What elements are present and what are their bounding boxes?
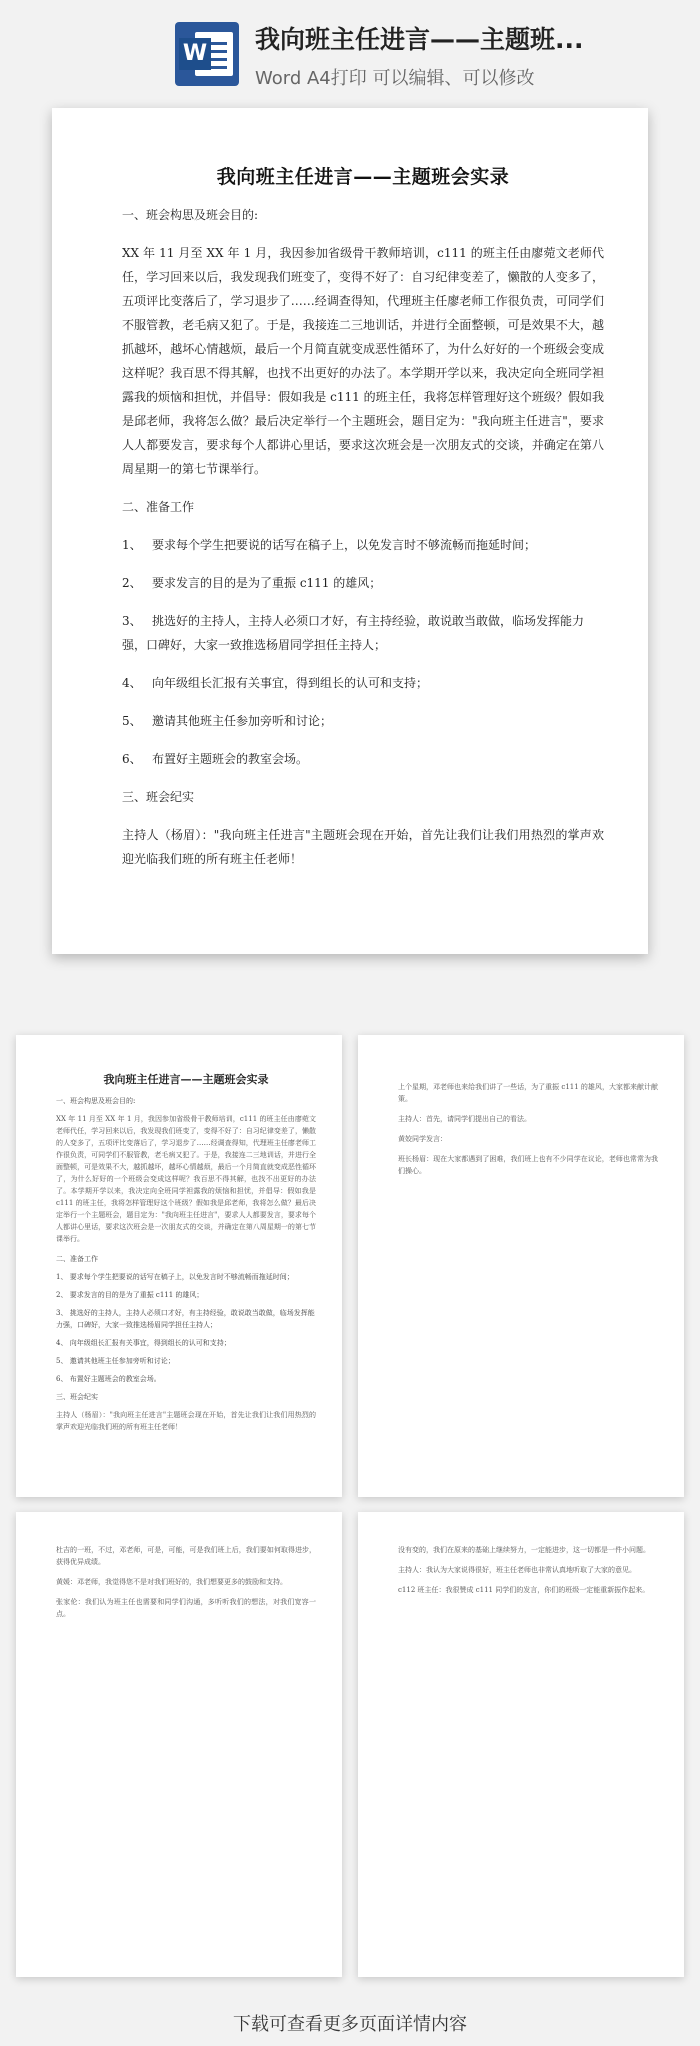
thumb-paragraph: 上个星期，邓老师也来给我们讲了一些话，为了重振 c111 的雄风，大家都来献计献策。 [398, 1083, 658, 1103]
thumb-list-item: 4、 向年级组长汇报有关事宜，得到组长的认可和支持； [56, 1339, 231, 1347]
section-3-paragraph: 主持人（杨眉）："我向班主任进言"主题班会现在开始，首先让我们让我们用热烈的掌声欢迎光临我们班的所有班主任老师！ [122, 828, 604, 866]
thumb-paragraph: 黄姣同学发言： [398, 1135, 447, 1143]
page-thumbnail-3[interactable] [16, 1512, 342, 1977]
section-1-paragraph: XX 年 11 月至 XX 年 1 月，我因参加省级骨干教师培训，c111 的班主任由廖菀文老师代任，学习回来以后，我发现我们班变了，变得不好了：自习纪律变差了，懒散的人变多了，五项评比变落后了，学习退步了……经调查得知，代理班主任廖老师工作很负责，可同学们不服管教，老毛病又犯了。于是，我接连二三地训话，并进行全面整顿，可是效果不大，越抓越坏，越坏心情越烦，最后一个月简直就变成恶性循环了，为什么好好的一个班级会变成这样呢？我百思不得其解，也找不出更好的办法了。本学期开学以来，我决定向全班同学袒露我的烦恼和担忧，并倡导：假如我是 c111 的班主任，我将怎样管理好这个班级？假如我是邱老师，我将怎么做？最后决定举行一个主题班会，题目定为："我向班主任进言"，要求人人都要发言，要求每个人都讲心里话，要求这次班会是一次朋友式的交谈，并确定在第八周星期一的第七节课举行。 [122, 246, 604, 476]
section-2-heading: 二、准备工作 [122, 500, 195, 514]
thumb-paragraph: 主持人（杨眉）："我向班主任进言"主题班会现在开始，首先让我们让我们用热烈的掌声欢迎光临我们班的所有班主任老师！ [56, 1411, 316, 1431]
page-thumbnail-1[interactable] [16, 1035, 342, 1497]
section-1-heading: 一、班会构思及班会目的: [122, 208, 259, 222]
list-item: 6、 布置好主题班会的教室会场。 [122, 752, 309, 766]
document-title: 我向班主任进言——主题班... [255, 25, 584, 54]
thumb-heading: 一、班会构思及班会目的: [56, 1097, 136, 1105]
header [0, 0, 700, 100]
thumb-paragraph: 主持人：首先，请同学们提出自己的看法。 [398, 1115, 531, 1123]
thumb-paragraph: 主持人：我认为大家说得很好，班主任老师也非常认真地听取了大家的意见。 [398, 1566, 636, 1574]
thumb-paragraph: 杜吉的一班，不过，邓老师，可是，可能，可是我们班上后，我们要如何取得进步，获得优异成绩。 [56, 1546, 316, 1566]
list-item: 4、 向年级组长汇报有关事宜，得到组长的认可和支持； [122, 676, 429, 690]
download-more-link[interactable]: 下载可查看更多页面详情内容 [233, 2014, 467, 2035]
document-subtitle: Word A4打印 可以编辑、可以修改 [255, 68, 535, 89]
thumb-paragraph: 黄媛：邓老师，我觉得您不是对我们班好的，我们想要更多的鼓励和支持。 [56, 1578, 287, 1586]
thumb-heading: 三、班会纪实 [56, 1393, 98, 1401]
main-page-preview [52, 108, 648, 954]
thumb-list-item: 5、 邀请其他班主任参加旁听和讨论； [56, 1357, 175, 1365]
word-letter: W [179, 38, 211, 70]
thumb-paragraph: 班长杨眉：现在大家都遇到了困难，我们班上也有不少同学在议论，老师也常常为我们操心。 [398, 1155, 658, 1175]
thumb-heading: 二、准备工作 [56, 1255, 98, 1263]
list-item: 2、 要求发言的目的是为了重振 c111 的雄风； [122, 576, 382, 590]
thumb-list-item: 6、 布置好主题班会的教室会场。 [56, 1375, 161, 1383]
list-item: 5、 邀请其他班主任参加旁听和讨论； [122, 714, 333, 728]
thumb-list-item: 2、 要求发言的目的是为了重振 c111 的雄风； [56, 1291, 204, 1299]
list-item: 3、 挑选好的主持人，主持人必须口才好，有主持经验，敢说敢当敢做，临场发挥能力强，口碑好，大家一致推选杨眉同学担任主持人； [122, 614, 585, 652]
thumb-list-item: 1、 要求每个学生把要说的话写在稿子上，以免发言时不够流畅而拖延时间； [56, 1273, 294, 1281]
page-thumbnail-2[interactable] [358, 1035, 684, 1497]
thumb-paragraph: c112 班主任：我很赞成 c111 同学们的发言，你们的班级一定能重新振作起来。 [398, 1586, 650, 1594]
thumb-paragraph: 张家伦：我们认为班主任也需要和同学们沟通，多听听我们的想法，对我们宽容一点。 [56, 1598, 316, 1618]
thumb-title: 我向班主任进言——主题班会实录 [103, 1073, 269, 1086]
word-file-icon [175, 22, 239, 86]
doc-title: 我向班主任进言——主题班会实录 [216, 166, 510, 188]
thumb-list-item: 3、 挑选好的主持人，主持人必须口才好，有主持经验，敢说敢当敢做，临场发挥能力强，口碑好，大家一致推选杨眉同学担任主持人； [56, 1309, 315, 1329]
section-3-heading: 三、班会纪实 [122, 790, 195, 804]
thumb-paragraph: 没有变的，我们在原来的基础上继续努力，一定能进步，这一切都是一件小问题。 [398, 1546, 650, 1554]
page-thumbnail-4[interactable] [358, 1512, 684, 1977]
thumb-paragraph: XX 年 11 月至 XX 年 1 月，我因参加省级骨干教师培训，c111 的班主任由廖菀文老师代任，学习回来以后，我发现我们班变了，变得不好了：自习纪律变差了，懒散的人变多了，五项评比变落后了，学习退步了……经调查得知，代理班主任廖老师工作很负责，可同学们不服管教，老毛病又犯了。于是，我接连二三地训话，并进行全面整顿，可是效果不大，越抓越坏，越坏心情越烦，最后一个月简直就变成恶性循环了，为什么好好的一个班级会变成这样呢？我百思不得其解，也找不出更好的办法了。本学期开学以来，我决定向全班同学袒露我的烦恼和担忧，并倡导：假如我是 c111 的班主任，我将怎样管理好这个班级？假如我是邱老师，我将怎么做？最后决定举行一个主题班会，题目定为："我向班主任进言"，要求人人都要发言，要求每个人都讲心里话，要求这次班会是一次朋友式的交谈，并确定在第八周星期一的第七节课举行。 [56, 1115, 316, 1243]
list-item: 1、 要求每个学生把要说的话写在稿子上，以免发言时不够流畅而拖延时间； [122, 538, 537, 552]
